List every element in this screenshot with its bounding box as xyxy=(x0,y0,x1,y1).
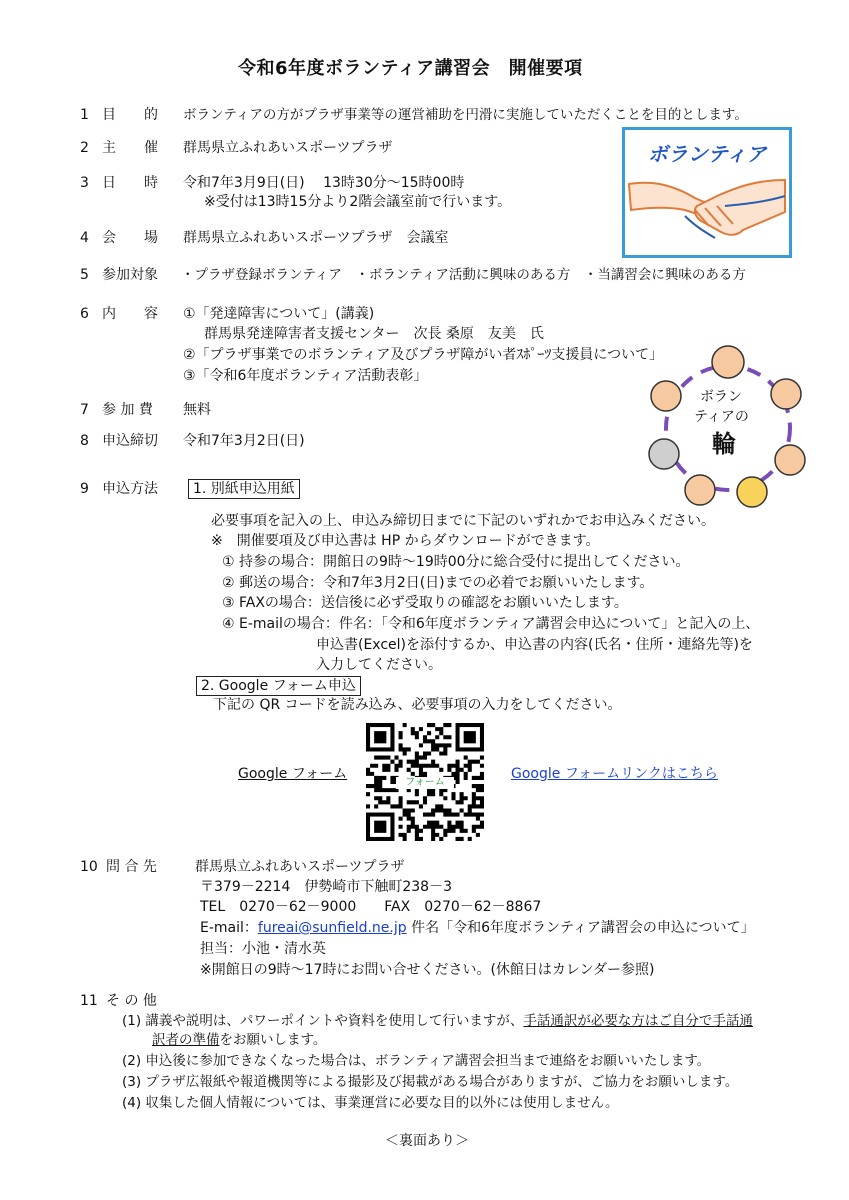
google-form-label: Google フォーム xyxy=(238,766,348,782)
method-1-hp-note: ※ 開催要項及び申込書は HP からダウンロードができます。 xyxy=(211,533,600,549)
section-7-number: 7 xyxy=(80,402,89,418)
qr-center-label: フォーム xyxy=(396,777,454,789)
email-prefix: E-mail： xyxy=(200,920,258,936)
other-item-1-cont xyxy=(152,1031,326,1049)
section-8-text: 令和7年3月2日(日) xyxy=(183,433,305,449)
page-title: 令和6年度ボランティア講習会 開催要項 xyxy=(238,58,583,79)
footer-note: ＜裏面あり＞ xyxy=(385,1133,469,1149)
section-10-label: 問 合 先 xyxy=(106,859,157,875)
volunteer-handshake-illustration xyxy=(622,127,792,258)
section-1-text: ボランティアの方がプラザ事業等の運営補助を円滑に実施していただくことを目的とします。 xyxy=(183,107,748,123)
other-item-1-text: (1) 講義や説明は、パワーポイントや資料を使用して行いますが、 xyxy=(122,1013,524,1029)
method-1-item-3: ③ FAXの場合：送信後に必ず受取りの確認をお願いいたします。 xyxy=(222,595,628,611)
section-9-label: 申込方法 xyxy=(102,481,158,497)
other-item-3: (3) プラザ広報紙や報道機関等による撮影及び掲載がある場合がありますが、ご協力をお願いします。 xyxy=(122,1074,739,1090)
section-6-label: 内 容 xyxy=(102,306,158,322)
method-1-item-4: ④ E-mailの場合：件名：「令和6年度ボランティア講習会申込について」と記入の上、 xyxy=(222,616,760,632)
section-10-number: 10 xyxy=(80,859,98,875)
method-2-heading: 2. Google フォーム申込 xyxy=(196,676,361,696)
other-item-1-underlined: 手話通訳が必要な方はご自分で手話通 xyxy=(523,1013,753,1029)
contact-org: 群馬県立ふれあいスポーツプラザ xyxy=(195,859,405,875)
other-item-1-cont-text: をお願いします。 xyxy=(219,1032,327,1048)
contact-address: 〒379－2214 伊勢崎市下触町238－3 xyxy=(200,879,452,895)
method-1-item-2: ② 郵送の場合：令和7年3月2日(日)までの必着でお願いいたします。 xyxy=(222,575,654,591)
section-6-item-3: ③「令和6年度ボランティア活動表彰」 xyxy=(183,368,428,384)
section-6-item-1: ①「発達障害について」(講義) xyxy=(183,306,375,322)
method-1-item-1: ① 持参の場合：開館日の9時～19時00分に総合受付に提出してください。 xyxy=(222,554,690,570)
section-5-label: 参加対象 xyxy=(102,267,158,283)
contact-staff: 担当：小池・清水英 xyxy=(200,941,326,957)
contact-email-line xyxy=(200,919,755,937)
circle-text-line1: ボラン xyxy=(700,389,742,405)
contact-tel-fax: TEL 0270－62－9000 FAX 0270－62－8867 xyxy=(200,899,542,915)
other-item-1-cont-underlined: 訳者の準備 xyxy=(152,1032,220,1048)
volunteer-circle-illustration xyxy=(640,342,816,512)
circle-text-line3: 輪 xyxy=(712,430,736,458)
method-2-text: 下記の QR コードを読み込み、必要事項の入力をしてください。 xyxy=(213,697,622,713)
section-8-number: 8 xyxy=(80,433,89,449)
people-circle-icon xyxy=(640,342,816,512)
section-4-label: 会 場 xyxy=(102,230,158,246)
email-link[interactable]: fureai@sunfield.ne.jp xyxy=(257,920,407,936)
section-5-number: 5 xyxy=(80,267,89,283)
circle-text-line2: ティアの xyxy=(694,409,749,425)
section-11-label: そ の 他 xyxy=(106,993,157,1009)
section-1-label: 目 的 xyxy=(102,107,158,123)
section-3-text: 令和7年3月9日(日) 13時30分～15時00時 xyxy=(183,175,465,191)
contact-hours: ※開館日の9時～17時にお問い合せください。(休館日はカレンダー参照) xyxy=(200,962,655,978)
other-item-2: (2) 申込後に参加できなくなった場合は、ボランティア講習会担当まで連絡をお願いいたします。 xyxy=(122,1053,711,1069)
qr-code[interactable] xyxy=(366,723,484,841)
section-5-text: ・プラザ登録ボランティア ・ボランティア活動に興味のある方 ・当講習会に興味のある方 xyxy=(181,267,746,283)
section-1-number: 1 xyxy=(80,107,89,123)
section-8-label: 申込締切 xyxy=(102,433,158,449)
section-2-text: 群馬県立ふれあいスポーツプラザ xyxy=(183,140,393,156)
section-6-number: 6 xyxy=(80,306,89,322)
section-6-item-1-speaker: 群馬県発達障害者支援センター 次長 桑原 友美 氏 xyxy=(204,326,544,342)
email-subject: 件名「令和6年度ボランティア講習会の申込について」 xyxy=(406,920,755,936)
method-1-text: 必要事項を記入の上、申込み締切日までに下記のいずれかでお申込みください。 xyxy=(211,513,715,529)
section-2-number: 2 xyxy=(80,140,89,156)
section-3-number: 3 xyxy=(80,175,89,191)
other-item-4: (4) 収集した個人情報については、事業運営に必要な目的以外には使用しません。 xyxy=(122,1095,619,1111)
section-6-item-2: ②「プラザ事業でのボランティア及びプラザ障がい者ｽﾎﾟｰﾂ支援員について」 xyxy=(183,347,664,363)
section-9-number: 9 xyxy=(80,481,89,497)
section-2-label: 主 催 xyxy=(102,140,158,156)
handshake-icon xyxy=(625,166,789,256)
section-4-text: 群馬県立ふれあいスポーツプラザ 会議室 xyxy=(183,230,449,246)
other-item-1 xyxy=(122,1012,753,1030)
method-1-heading: 1. 別紙申込用紙 xyxy=(188,479,300,499)
section-7-text: 無料 xyxy=(183,402,211,418)
method-1-item-4-cont1: 申込書(Excel)を添付するか、申込書の内容(氏名・住所・連絡先等)を xyxy=(316,637,753,653)
method-1-item-4-cont2: 入力してください。 xyxy=(316,657,442,673)
section-4-number: 4 xyxy=(80,230,89,246)
section-11-number: 11 xyxy=(80,993,98,1009)
section-3-label: 日 時 xyxy=(102,175,158,191)
section-3-note: ※受付は13時15分より2階会議室前で行います。 xyxy=(204,194,512,210)
section-7-label: 参 加 費 xyxy=(102,402,153,418)
volunteer-badge-text: ボランティア xyxy=(647,142,767,166)
google-form-link[interactable]: Google フォームリンクはこちら xyxy=(511,766,718,782)
